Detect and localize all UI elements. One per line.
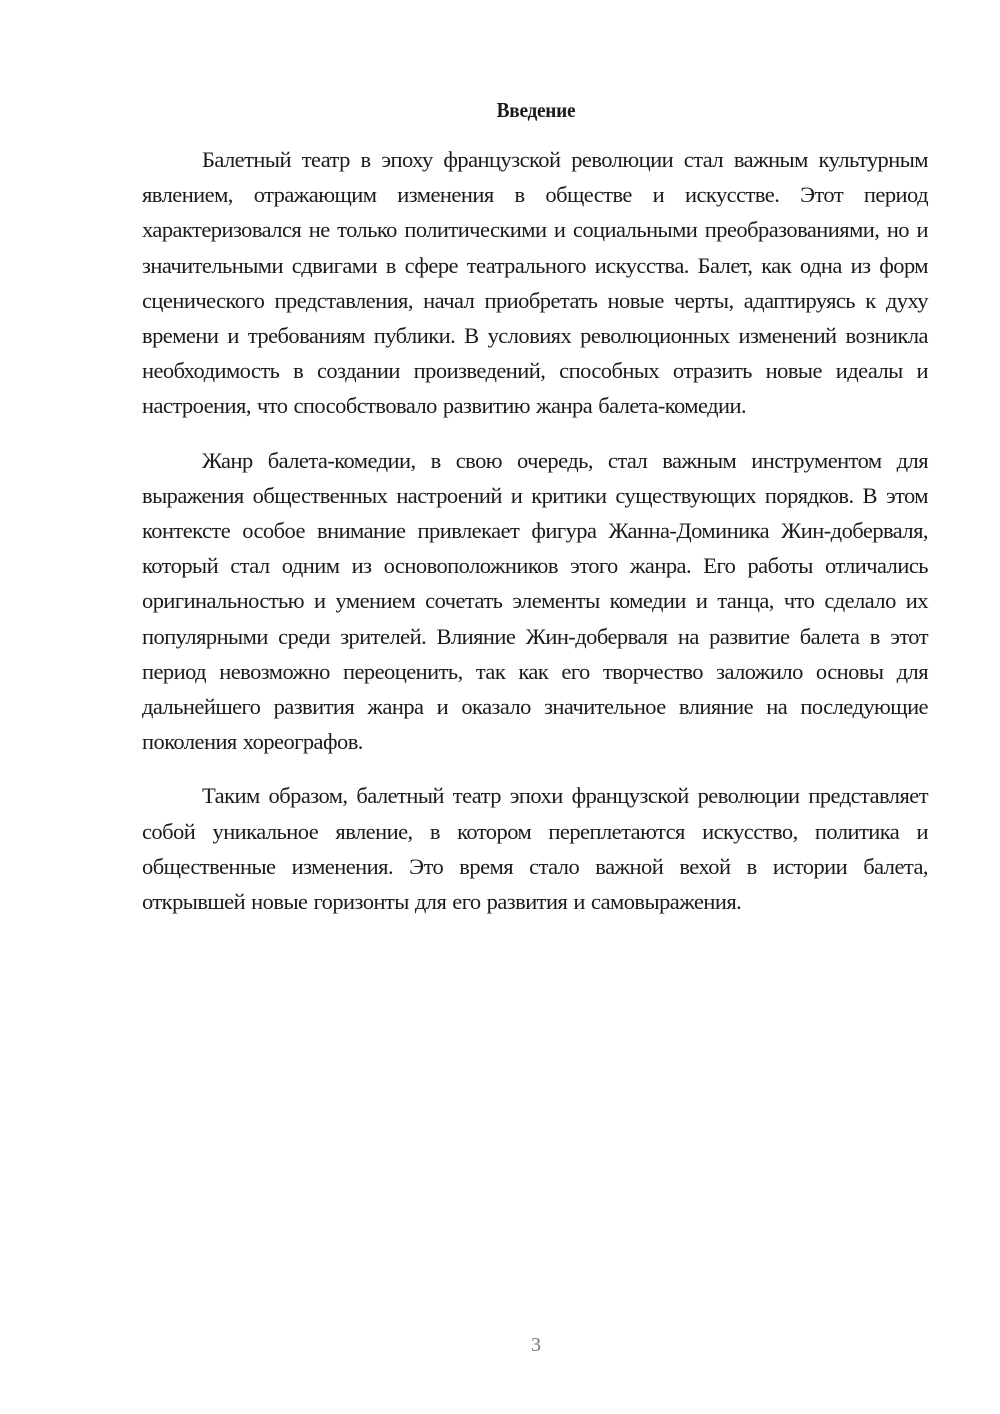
document-body xyxy=(142,142,928,919)
paragraph-1: Балетный театр в эпоху французской революции стал важным культурным явлением, отражающим изменения в обществе и искусстве. Этот период характеризовался не только политическими и социальными преобразованиями, но и значительными сдвигами в сфере театрального искусства. Балет, как одна из форм сценического представления, начал приобретать новые черты, адаптируясь к духу времени и требованиям публики. В условиях революционных изменений возникла необходимость в создании произведений, способных отразить новые идеалы и настроения, что способствовало развитию жанра балета-комедии. xyxy=(142,147,928,419)
paragraph-3: Таким образом, балетный театр эпохи французской революции представляет собой уникальное явление, в котором переплетаются искусство, политика и общественные изменения. Это время стало важной вехой в истории балета, открывшей новые горизонты для его развития и самовыражения. xyxy=(142,783,928,915)
section-title: Введение xyxy=(496,98,576,122)
page-number: 3 xyxy=(531,1334,541,1356)
paragraph-2: Жанр балета-комедии, в свою очередь, стал важным инструментом для выражения общественных настроений и критики существующих порядков. В этом контексте особое внимание привлекает фигура Жанна-Доминика Жин-доберваля, который стал одним из основоположников этого жанра. Его работы отличались оригинальностью и умением сочетать элементы комедии и танца, что сделало их популярными среди зрителей. Влияние Жин-доберваля на развитие балета в этот период невозможно переоценить, так как его творчество заложило основы для дальнейшего развития жанра и оказало значительное влияние на последующие поколения хореографов. xyxy=(142,447,928,755)
